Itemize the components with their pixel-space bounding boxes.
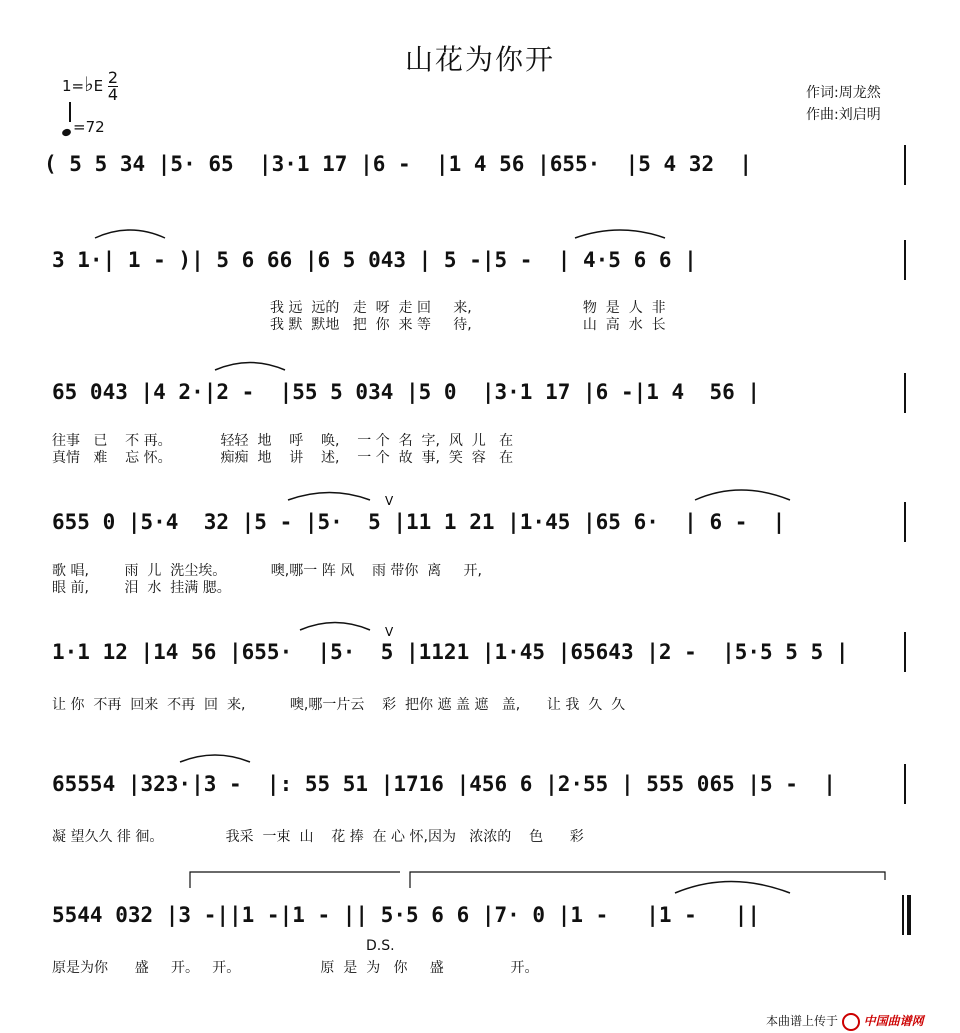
svg-text:V: V — [385, 494, 394, 508]
tempo-value: =72 — [73, 118, 105, 136]
lyric-row-4b: 眼 前, 泪 水 挂满 腮。 — [52, 580, 231, 596]
score-row-3: 65 043 |4 2·|2 - |55 5 034 |5 0 |3·1 17 |6 -|1 4 56 | — [52, 380, 761, 404]
lyric-row-6a: 凝 望久久 徘 徊。 我采 一束 山 花 捧 在 心 怀,因为 浓浓的 色 彩 — [52, 829, 584, 845]
footer-upload-text: 本曲谱上传于 — [766, 1014, 839, 1028]
key-prefix: 1= — [62, 77, 85, 95]
score-row-4: 655 0 |5·4 32 |5 - |5· 5 |11 1 21 |1·45 |65 6· | 6 - | — [52, 510, 786, 534]
key-letter: E — [93, 77, 104, 95]
score-row-7: 5544 032 |3 -||1 -|1 - || 5·5 6 6 |7· 0 |1 - |1 - || — [52, 903, 761, 927]
lyric-row-7a: 原是为你 盛 开。 开。 原 是 为 你 盛 开。 — [52, 960, 539, 976]
score-row-5: 1·1 12 |14 56 |655· |5· 5 |1121 |1·45 |65643 |2 - |5·5 5 5 | — [52, 640, 849, 664]
lyric-row-2a: 我 远 远的 走 呀 走 回 来, 物 是 人 非 — [270, 300, 666, 316]
lyric-row-4a: 歌 唱, 雨 儿 洗尘埃。 噢,哪一 阵 风 雨 带你 离 开, — [52, 563, 483, 579]
time-top: 2 — [107, 68, 119, 87]
score-row-1: ( 5 5 34 |5· 65 |3·1 17 |6 - |1 4 56 |655· |5 4 32 | — [44, 152, 753, 176]
svg-text:V: V — [385, 625, 394, 639]
score-row-2: 3 1·| 1 - )| 5 6 66 |6 5 043 | 5 -|5 - | 4·5 6 6 | — [52, 248, 697, 272]
flat-icon: ♭ — [84, 72, 94, 96]
lyric-row-2b: 我 默 默地 把 你 来 等 待, 山 高 水 长 — [270, 317, 666, 333]
time-bottom: 4 — [107, 85, 119, 104]
site-logo-icon — [842, 1013, 860, 1031]
score-row-6: 65554 |323·|3 - |: 55 51 |1716 |456 6 |2·55 | 555 065 |5 - | — [52, 772, 836, 796]
composer-credit: 作曲:刘启明 — [806, 107, 881, 123]
lyricist-credit: 作词:周龙然 — [806, 85, 881, 101]
footer-site-link[interactable]: 中国曲谱网 — [863, 1014, 924, 1028]
da-segno-mark: D.S. — [366, 938, 395, 954]
song-title: 山花为你开 — [404, 43, 555, 76]
lyric-row-3a: 往事 已 不 再。 轻轻 地 呼 唤, 一 个 名 字, 风 儿 在 — [52, 433, 514, 449]
lyric-row-3b: 真情 难 忘 怀。 痴痴 地 讲 述, 一 个 故 事, 笑 容 在 — [52, 450, 514, 466]
lyric-row-5a: 让 你 不再 回来 不再 回 来, 噢,哪一片云 彩 把你 遮 盖 遮 盖, 让 我 久 久 — [52, 697, 626, 713]
footer — [766, 1012, 924, 1031]
